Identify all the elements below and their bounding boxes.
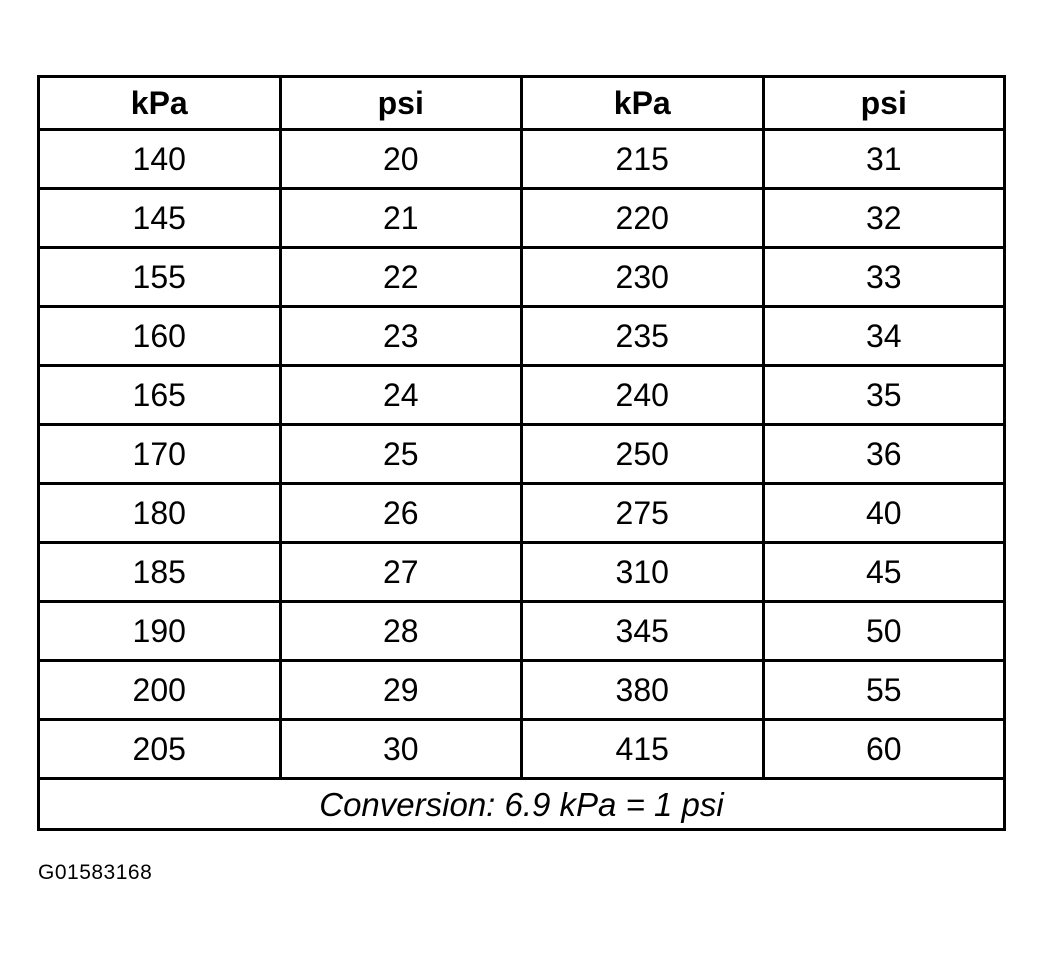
cell-psi: 35 bbox=[763, 366, 1005, 425]
cell-kpa: 240 bbox=[522, 366, 764, 425]
cell-kpa: 250 bbox=[522, 425, 764, 484]
header-row bbox=[39, 77, 1005, 130]
cell-kpa: 165 bbox=[39, 366, 281, 425]
cell-kpa: 155 bbox=[39, 248, 281, 307]
pressure-conversion-table bbox=[37, 75, 1006, 831]
cell-psi: 30 bbox=[280, 720, 522, 779]
cell-kpa: 180 bbox=[39, 484, 281, 543]
cell-kpa: 145 bbox=[39, 189, 281, 248]
cell-psi: 34 bbox=[763, 307, 1005, 366]
table-row bbox=[39, 130, 1005, 189]
cell-psi: 40 bbox=[763, 484, 1005, 543]
conversion-note: Conversion: 6.9 kPa = 1 psi bbox=[39, 779, 1005, 830]
table-row bbox=[39, 366, 1005, 425]
cell-kpa: 140 bbox=[39, 130, 281, 189]
cell-psi: 20 bbox=[280, 130, 522, 189]
table-row bbox=[39, 602, 1005, 661]
cell-psi: 21 bbox=[280, 189, 522, 248]
cell-psi: 55 bbox=[763, 661, 1005, 720]
table-row bbox=[39, 425, 1005, 484]
cell-psi: 29 bbox=[280, 661, 522, 720]
cell-kpa: 190 bbox=[39, 602, 281, 661]
table-row bbox=[39, 661, 1005, 720]
cell-psi: 27 bbox=[280, 543, 522, 602]
cell-psi: 24 bbox=[280, 366, 522, 425]
cell-psi: 36 bbox=[763, 425, 1005, 484]
header-kpa-right: kPa bbox=[522, 77, 764, 130]
table-row bbox=[39, 248, 1005, 307]
table-row bbox=[39, 484, 1005, 543]
cell-psi: 26 bbox=[280, 484, 522, 543]
cell-kpa: 275 bbox=[522, 484, 764, 543]
cell-kpa: 205 bbox=[39, 720, 281, 779]
cell-kpa: 220 bbox=[522, 189, 764, 248]
cell-kpa: 310 bbox=[522, 543, 764, 602]
table-row bbox=[39, 720, 1005, 779]
cell-psi: 45 bbox=[763, 543, 1005, 602]
cell-psi: 33 bbox=[763, 248, 1005, 307]
cell-psi: 50 bbox=[763, 602, 1005, 661]
cell-psi: 31 bbox=[763, 130, 1005, 189]
header-psi-right: psi bbox=[763, 77, 1005, 130]
cell-psi: 60 bbox=[763, 720, 1005, 779]
cell-psi: 32 bbox=[763, 189, 1005, 248]
cell-kpa: 230 bbox=[522, 248, 764, 307]
cell-psi: 23 bbox=[280, 307, 522, 366]
cell-kpa: 415 bbox=[522, 720, 764, 779]
cell-psi: 22 bbox=[280, 248, 522, 307]
figure-id: G01583168 bbox=[38, 861, 153, 884]
cell-kpa: 235 bbox=[522, 307, 764, 366]
cell-psi: 25 bbox=[280, 425, 522, 484]
cell-kpa: 345 bbox=[522, 602, 764, 661]
cell-psi: 28 bbox=[280, 602, 522, 661]
conversion-footer-row bbox=[39, 779, 1005, 830]
table-row bbox=[39, 307, 1005, 366]
cell-kpa: 185 bbox=[39, 543, 281, 602]
cell-kpa: 160 bbox=[39, 307, 281, 366]
table-row bbox=[39, 189, 1005, 248]
header-psi-left: psi bbox=[280, 77, 522, 130]
cell-kpa: 380 bbox=[522, 661, 764, 720]
cell-kpa: 170 bbox=[39, 425, 281, 484]
header-kpa-left: kPa bbox=[39, 77, 281, 130]
table-row bbox=[39, 543, 1005, 602]
cell-kpa: 200 bbox=[39, 661, 281, 720]
cell-kpa: 215 bbox=[522, 130, 764, 189]
